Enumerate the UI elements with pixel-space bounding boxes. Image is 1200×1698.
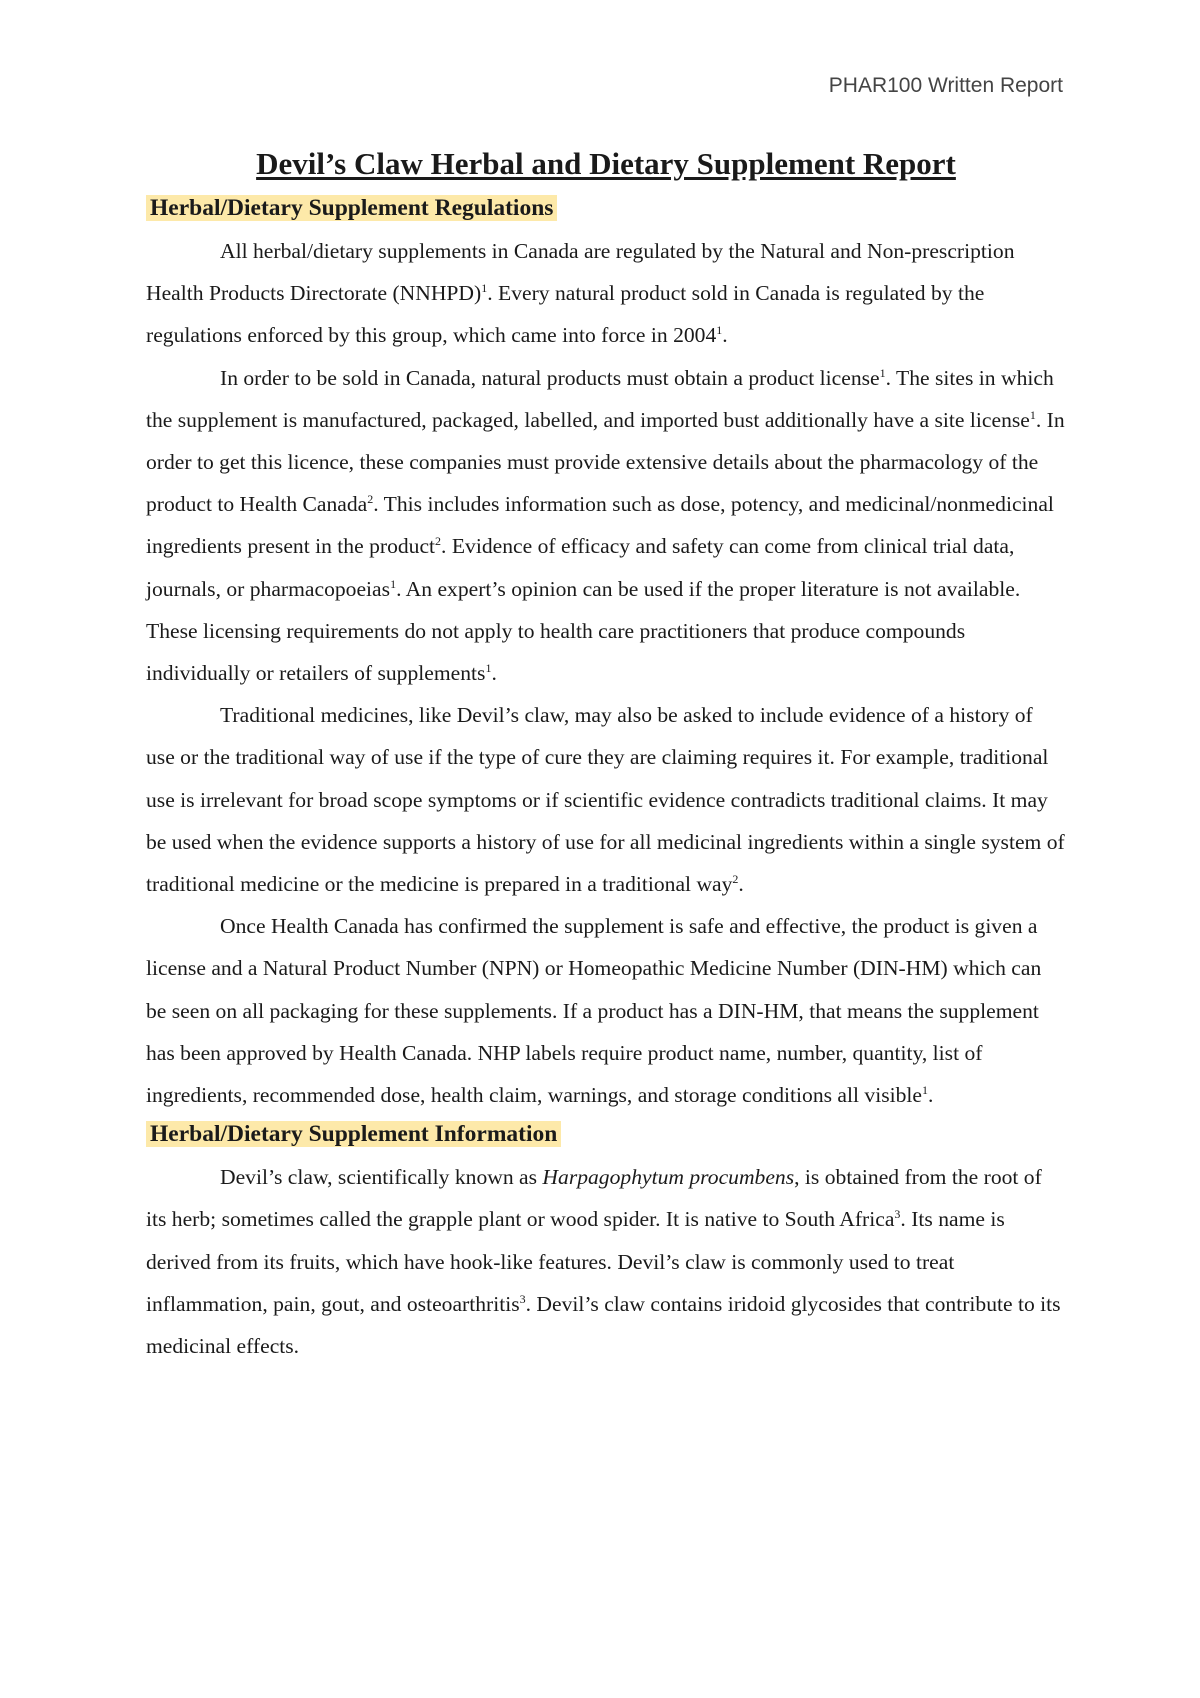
italic-term: Harpagophytum procumbens (542, 1165, 795, 1190)
text-run: In order to be sold in Canada, natural products must obtain a product license (220, 365, 880, 390)
text-run: . Its name is derived from its fruits, which have hook-like features. Devil’s claw is commonly used to treat inflammation, pain, gout, and osteoarthritis (146, 1207, 1005, 1316)
citation-superscript: 1 (390, 576, 397, 591)
text-run: . In order to get this licence, these companies must provide extensive details about the pharmacology of the product to Health Canada (146, 407, 1065, 517)
citation-superscript: 2 (435, 534, 442, 549)
paragraph (146, 905, 1066, 1116)
citation-superscript: 2 (367, 492, 374, 507)
citation-superscript: 3 (894, 1207, 901, 1222)
text-run: , is obtained from the root of its herb; sometimes called the grapple plant or wood spider. It is native to South Africa (146, 1165, 1042, 1232)
section-regulations (146, 190, 1066, 1116)
document-body (146, 142, 1066, 1367)
text-run: . Evidence of efficacy and safety can come from clinical trial data, journals, or pharmacopoeias (146, 534, 1015, 601)
paragraph (146, 357, 1066, 695)
paragraph (146, 230, 1066, 357)
section-heading: Herbal/Dietary Supplement Regulations (146, 190, 1066, 226)
citation-superscript: 1 (879, 365, 886, 380)
page-header: PHAR100 Written Report (828, 74, 1063, 97)
text-run: . (491, 661, 497, 686)
text-run: . An expert’s opinion can be used if the proper literature is not available. These licensing requirements do not apply to health care practitioners that produce compounds individually or retailers of supplements (146, 576, 1021, 686)
text-run: Once Health Canada has confirmed the supplement is safe and effective, the product is given a license and a Natural Product Number (NPN) or Homeopathic Medicine Number (DIN-HM) which can be seen on all packaging for these supplements. If a product has a DIN-HM, that means the supplement has been approved by Health Canada. NHP labels require product name, number, quantity, list of ingredients, recommended dose, health claim, warnings, and storage conditions all visible (146, 914, 1042, 1108)
text-run: . Devil’s claw contains iridoid glycosides that contribute to its medicinal effects. (146, 1291, 1061, 1359)
text-run: Devil’s claw, scientifically known as (220, 1165, 543, 1190)
text-run: Traditional medicines, like Devil’s claw, may also be asked to include evidence of a history of use or the traditional way of use if the type of cure they are claiming requires it. For example, traditional use is irrelevant for broad scope symptoms or if scientific evidence contradicts traditional claims. It may be used when the evidence supports a history of use for all medicinal ingredients within a single system of traditional medicine or the medicine is prepared in a traditional way (146, 703, 1065, 897)
text-run: . (722, 323, 728, 348)
citation-superscript: 2 (732, 871, 739, 886)
text-run: . (738, 872, 744, 897)
citation-superscript: 3 (519, 1291, 526, 1306)
text-run: . (927, 1083, 934, 1108)
citation-superscript: 1 (1029, 407, 1036, 422)
section-heading: Herbal/Dietary Supplement Information (146, 1116, 1066, 1152)
paragraph (146, 1156, 1066, 1367)
section-information (146, 1116, 1066, 1367)
document-title: Devil’s Claw Herbal and Dietary Supplement Report (256, 146, 956, 181)
citation-superscript: 1 (485, 660, 492, 675)
text-run: All herbal/dietary supplements in Canada are regulated by the Natural and Non-prescription Health Products Directorate (NNHPD) (146, 239, 1015, 306)
text-run: . Every natural product sold in Canada is regulated by the regulations enforced by this group, which came into force in 2004 (146, 281, 985, 348)
text-run: . This includes information such as dose, potency, and medicinal/nonmedicinal ingredients present in the product (146, 492, 1054, 559)
citation-superscript: 1 (921, 1082, 928, 1097)
paragraph (146, 694, 1066, 905)
citation-superscript: 1 (481, 281, 488, 296)
text-run: . The sites in which the supplement is manufactured, packaged, labelled, and imported bust additionally have a site license (146, 365, 1054, 432)
citation-superscript: 1 (716, 323, 723, 338)
